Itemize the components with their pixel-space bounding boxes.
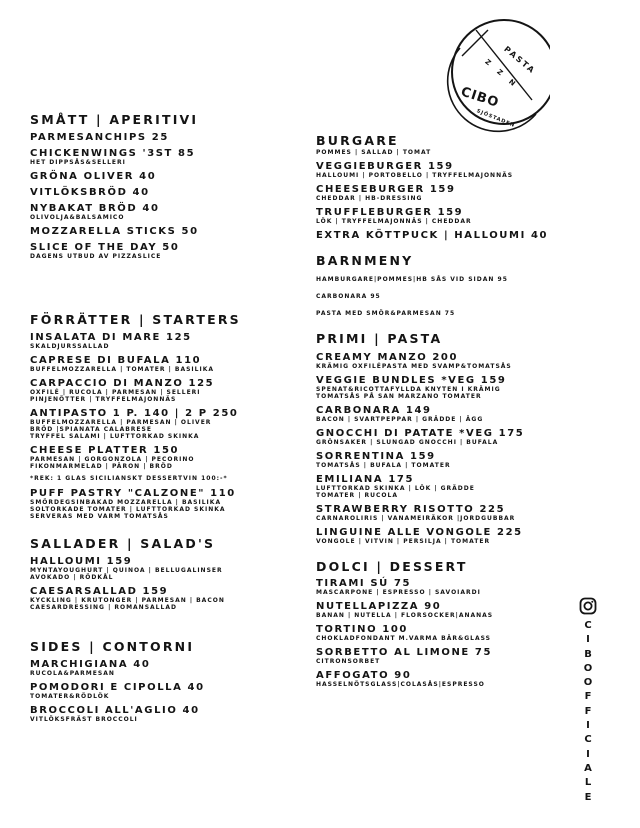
- section-title: BARNMENY: [316, 253, 414, 268]
- item-name: MOZZARELLA STICKS 50: [30, 226, 199, 237]
- wine-recommendation: *REK: 1 GLAS SICILIANSKT DESSERTVIN 100:-*: [30, 475, 228, 482]
- item-name: SLICE OF THE DAY 50: [30, 242, 180, 253]
- item-name: TRUFFLEBURGER 159: [316, 207, 464, 218]
- handle-letter: I: [586, 720, 590, 732]
- handle-letter: E: [584, 791, 592, 803]
- menu-item: [30, 226, 305, 237]
- item-desc: LÖK | TRYFFELMAJONNÄS | CHEDDAR: [316, 218, 472, 225]
- item-desc: LUFTTORKAD SKINKA | LÖK | GRÄDDE TOMATER | RUCOLA: [316, 485, 475, 499]
- menu-item: [316, 451, 616, 469]
- item-desc: PASTA MED SMÖR&PARMESAN 75: [316, 310, 456, 317]
- menu-item: [316, 293, 616, 300]
- handle-letter: F: [584, 691, 592, 703]
- item-desc: OLIVOLJA&BALSAMICO: [30, 214, 125, 221]
- item-desc: VONGOLE | VITVIN | PERSILJA | TOMATER: [316, 538, 491, 545]
- item-desc: SKALDJURSSALLAD: [30, 343, 110, 350]
- item-name: CHICKENWINGS '3ST 85: [30, 148, 196, 159]
- item-desc: SMÖRDEGSINBAKAD MOZZARELLA | BASILIKA SOLTORKADE TOMATER | LUFTTORKAD SKINKA SERVERAS MED VARM TOMATSÅS: [30, 499, 226, 520]
- menu-item: [30, 132, 305, 143]
- instagram-icon[interactable]: [579, 597, 597, 615]
- item-name: EXTRA KÖTTPUCK | HALLOUMI 40: [316, 230, 549, 241]
- section-title: SALLADER | SALAD'S: [30, 536, 216, 551]
- section-sallader: [30, 536, 305, 611]
- section-primi: [316, 331, 616, 545]
- section-smatt: [30, 112, 305, 260]
- handle-letter: B: [584, 648, 592, 660]
- item-name: POMODORI E CIPOLLA 40: [30, 682, 205, 693]
- handle-letter: L: [584, 777, 592, 789]
- item-name: NYBAKAT BRÖD 40: [30, 203, 160, 214]
- item-desc: MASCARPONE | ESPRESSO | SAVOIARDI: [316, 589, 481, 596]
- item-desc: KYCKLING | KRUTONGER | PARMESAN | BACON CAESARDRESSING | ROMANSALLAD: [30, 597, 225, 611]
- menu-item: [30, 445, 305, 470]
- item-name: CHEESE PLATTER 150: [30, 445, 180, 456]
- item-name: CAPRESE DI BUFALA 110: [30, 355, 202, 366]
- menu-item: [316, 161, 616, 179]
- menu-item: [30, 659, 305, 677]
- handle-letter: F: [584, 705, 592, 717]
- section-title: DOLCI | DESSERT: [316, 559, 468, 574]
- item-name: NUTELLAPIZZA 90: [316, 601, 442, 612]
- instagram-handle[interactable]: [576, 597, 600, 805]
- menu-item: [316, 527, 616, 545]
- menu-right-column: [316, 133, 616, 693]
- item-name: CARBONARA 149: [316, 405, 432, 416]
- item-desc: HALLOUMI | PORTOBELLO | TRYFFELMAJONNÄS: [316, 172, 514, 179]
- item-desc: TOMATSÅS | BUFALA | TOMATER: [316, 462, 451, 469]
- item-desc: BUFFELMOZZARELLA | PARMESAN | OLIVER BRÖD |SPIANATA CALABRESE TRYFFEL SALAMI | LUFTTORKAD SKINKA: [30, 419, 212, 440]
- item-name: SORRENTINA 159: [316, 451, 436, 462]
- item-desc: MYNTAYOUGHURT | QUINOA | BELLUGALINSER AVOKADO | RÖDKÅL: [30, 567, 223, 581]
- section-burgare: [316, 133, 616, 241]
- menu-item: [316, 474, 616, 499]
- menu-item: [316, 601, 616, 619]
- item-desc: BUFFELMOZZARELLA | TOMATER | BASILIKA: [30, 366, 214, 373]
- menu-item: [30, 203, 305, 221]
- item-name: TORTINO 100: [316, 624, 408, 635]
- section-title: SMÅTT | APERITIVI: [30, 112, 199, 127]
- item-desc: OXFILÉ | RUCOLA | PARMESAN | SELLERI PINJENÖTTER | TRYFFELMAJONNÄS: [30, 389, 201, 403]
- menu-item: [316, 276, 616, 283]
- menu-item: [316, 310, 616, 317]
- menu-item: [30, 355, 305, 373]
- menu-item: [30, 586, 305, 611]
- item-name: MARCHIGIANA 40: [30, 659, 151, 670]
- section-title: FÖRRÄTTER | STARTERS: [30, 312, 241, 327]
- item-desc: GRÖNSAKER | SLUNGAD GNOCCHI | BUFALA: [316, 439, 499, 446]
- item-name: CAESARSALLAD 159: [30, 586, 169, 597]
- item-desc: CHEDDAR | HB-DRESSING: [316, 195, 423, 202]
- item-name: VEGGIE BUNDLES *VEG 159: [316, 375, 507, 386]
- item-desc: SPENAT&RICOTTAFYLLDA KNYTEN I KRÄMIG TOMATSÅS PÅ SAN MARZANO TOMATER: [316, 386, 501, 400]
- item-name: INSALATA DI MARE 125: [30, 332, 192, 343]
- item-desc: CARNAROLIRIS | VANAMEIRÄKOR |JORDGUBBAR: [316, 515, 516, 522]
- logo-word: PASTA: [502, 44, 538, 76]
- instagram-handle-text[interactable]: [576, 619, 600, 805]
- item-desc: CITRONSORBET: [316, 658, 381, 665]
- item-name: GNOCCHI DI PATATE *VEG 175: [316, 428, 525, 439]
- menu-left-column: [30, 112, 305, 728]
- handle-letter: O: [583, 662, 593, 674]
- menu-item: [30, 242, 305, 260]
- section-title: BURGARE: [316, 133, 399, 148]
- menu-item: [316, 405, 616, 423]
- item-desc: RUCOLA&PARMESAN: [30, 670, 115, 677]
- menu-item: [30, 332, 305, 350]
- section-dolci: [316, 559, 616, 688]
- item-name: BROCCOLI ALL'AGLIO 40: [30, 705, 200, 716]
- menu-item: [316, 352, 616, 370]
- menu-item: [30, 682, 305, 700]
- item-name: LINGUINE ALLE VONGOLE 225: [316, 527, 523, 538]
- section-title: SIDES | CONTORNI: [30, 639, 195, 654]
- handle-letter: I: [586, 748, 590, 760]
- menu-item: [316, 149, 616, 156]
- logo-sub: SJÖSTADEN: [475, 108, 516, 130]
- logo-graphic: [440, 8, 550, 136]
- item-desc: BACON | SVARTPEPPAR | GRÄDDE | ÄGG: [316, 416, 484, 423]
- menu-item: [30, 171, 305, 182]
- item-desc: HAMBURGARE|POMMES|HB SÅS VID SIDAN 95: [316, 276, 508, 283]
- item-desc: CHOKLADFONDANT M.VARMA BÄR&GLASS: [316, 635, 491, 642]
- item-name: PARMESANCHIPS 25: [30, 132, 169, 143]
- item-name: PUFF PASTRY "CALZONE" 110: [30, 488, 236, 499]
- item-name: CARPACCIO DI MANZO 125: [30, 378, 215, 389]
- item-desc: POMMES | SALLAD | TOMAT: [316, 149, 432, 156]
- logo-letters: Z Z N: [483, 57, 520, 91]
- item-name: HALLOUMI 159: [30, 556, 133, 567]
- logo-brand: CIBO: [458, 84, 501, 111]
- menu-item: [30, 378, 305, 403]
- item-name: VITLÖKSBRÖD 40: [30, 187, 150, 198]
- handle-letter: C: [584, 620, 592, 631]
- section-title: PRIMI | PASTA: [316, 331, 443, 346]
- menu-item: [316, 624, 616, 642]
- item-name: CREAMY MANZO 200: [316, 352, 459, 363]
- item-desc: CARBONARA 95: [316, 293, 381, 300]
- menu-item: [30, 187, 305, 198]
- menu-item: [316, 578, 616, 596]
- menu-item: [316, 504, 616, 522]
- item-name: VEGGIEBURGER 159: [316, 161, 454, 172]
- item-name: STRAWBERRY RISOTTO 225: [316, 504, 506, 515]
- menu-item: [316, 647, 616, 665]
- handle-letter: A: [584, 762, 592, 774]
- menu-item: [30, 148, 305, 166]
- handle-letter: C: [584, 734, 592, 746]
- menu-item: [30, 488, 305, 520]
- item-name: CHEESEBURGER 159: [316, 184, 456, 195]
- menu-item: [316, 670, 616, 688]
- section-forratter: [30, 312, 305, 520]
- menu-item: [316, 207, 616, 225]
- section-barnmeny: [316, 253, 616, 317]
- item-name: EMILIANA 175: [316, 474, 414, 485]
- item-name: GRÖNA OLIVER 40: [30, 171, 157, 182]
- menu-item: [30, 556, 305, 581]
- section-sides: [30, 639, 305, 723]
- menu-item: [316, 428, 616, 446]
- item-desc: PARMESAN | GORGONZOLA | PECORINO FIKONMARMELAD | PÄRON | BRÖD: [30, 456, 195, 470]
- item-desc: KRÄMIG OXFILÉPASTA MED SVAMP&TOMATSÅS: [316, 363, 512, 370]
- menu-item: [316, 375, 616, 400]
- handle-letter: I: [586, 634, 590, 646]
- menu-item: [316, 230, 616, 241]
- menu-item: [30, 705, 305, 723]
- item-desc: BANAN | NUTELLA | FLORSOCKER|ANANAS: [316, 612, 494, 619]
- menu-item: [30, 408, 305, 440]
- handle-letter: O: [583, 677, 593, 689]
- item-desc: HET DIPPSÅS&SELLERI: [30, 159, 126, 166]
- item-desc: HASSELNÖTSGLASS|COLASÅS|ESPRESSO: [316, 681, 485, 688]
- item-name: TIRAMI SÚ 75: [316, 578, 412, 589]
- item-desc: VITLÖKSFRÄST BROCCOLI: [30, 716, 138, 723]
- cibo-logo: [440, 8, 550, 136]
- menu-item: [316, 184, 616, 202]
- item-desc: TOMATER&RÖDLÖK: [30, 693, 110, 700]
- item-name: SORBETTO AL LIMONE 75: [316, 647, 493, 658]
- item-desc: DAGENS UTBUD AV PIZZASLICE: [30, 253, 162, 260]
- item-name: AFFOGATO 90: [316, 670, 412, 681]
- item-name: ANTIPASTO 1 P. 140 | 2 P 250: [30, 408, 239, 419]
